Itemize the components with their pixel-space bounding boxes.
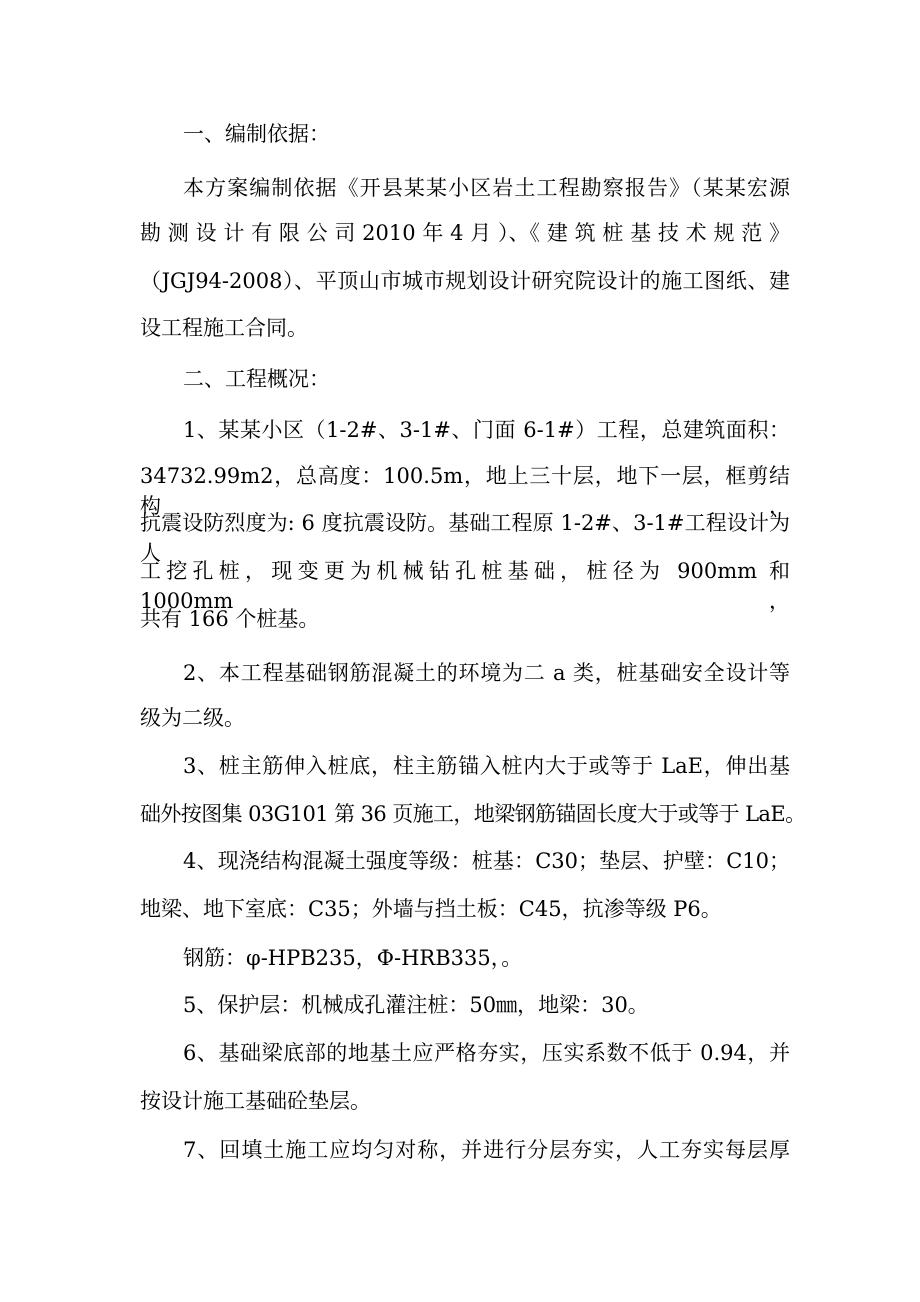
heading-project-overview: 二、工程概况： [183,367,330,391]
paragraph-line: 共有 166 个桩基。 [140,607,320,631]
paragraph-line: 勘 测 设 计 有 限 公 司 2010 年 4 月 ）、《 建 筑 桩 基 技 术 规 范 》 [140,221,790,245]
paragraph-line: 本方案编制依据《开县某某小区岩土工程勘察报告》（某某宏源 [183,176,790,200]
paragraph-line: 34732.99m2，总高度：100.5m，地上三十层，地下一层，框剪结构， [140,464,790,518]
paragraph-line: 2、本工程基础钢筋混凝土的环境为二 a 类，桩基础安全设计等 [183,661,790,685]
paragraph-line: 工挖孔桩，现变更为机械钻孔桩基础，桩径为 900mm 和 1000mm， [140,559,790,613]
paragraph-line: 地梁、地下室底：C35；外墙与挡土板：C45，抗渗等级 P6。 [140,897,722,921]
heading-compilation-basis: 一、编制依据： [183,122,330,146]
paragraph-line: 钢筋：φ-HPB235，Φ-HRB335，。 [183,946,523,970]
paragraph-line: 按设计施工基础砼垫层。 [140,1089,371,1113]
paragraph-line: 7、回填土施工应均匀对称，并进行分层夯实，人工夯实每层厚 [183,1138,790,1162]
paragraph-line: 3、桩主筋伸入桩底，柱主筋锚入桩内大于或等于 LaE，伸出基 [183,754,790,778]
paragraph-line: 抗震设防烈度为: 6 度抗震设防。基础工程原 1-2#、3-1#工程设计为人 [140,511,790,565]
paragraph-line: 础外按图集 03G101 第 36 页施工，地梁钢筋锚固长度大于或等于 LaE。 [140,802,806,826]
paragraph-line: 4、现浇结构混凝土强度等级：桩基：C30；垫层、护壁：C10； [183,849,790,873]
paragraph-line: 6、基础梁底部的地基土应严格夯实，压实系数不低于 0.94，并 [183,1041,790,1065]
paragraph-line: 设工程施工合同。 [140,316,308,340]
paragraph-line: （JGJ94-2008）、平顶山市城市规划设计研究院设计的施工图纸、建 [140,269,790,293]
paragraph-line: 1、某某小区（1-2#、3-1#、门面 6-1#）工程，总建筑面积： [183,418,790,442]
paragraph-line: 5、保护层：机械成孔灌注桩：50㎜，地梁：30。 [183,993,649,1017]
paragraph-line: 级为二级。 [140,706,245,730]
